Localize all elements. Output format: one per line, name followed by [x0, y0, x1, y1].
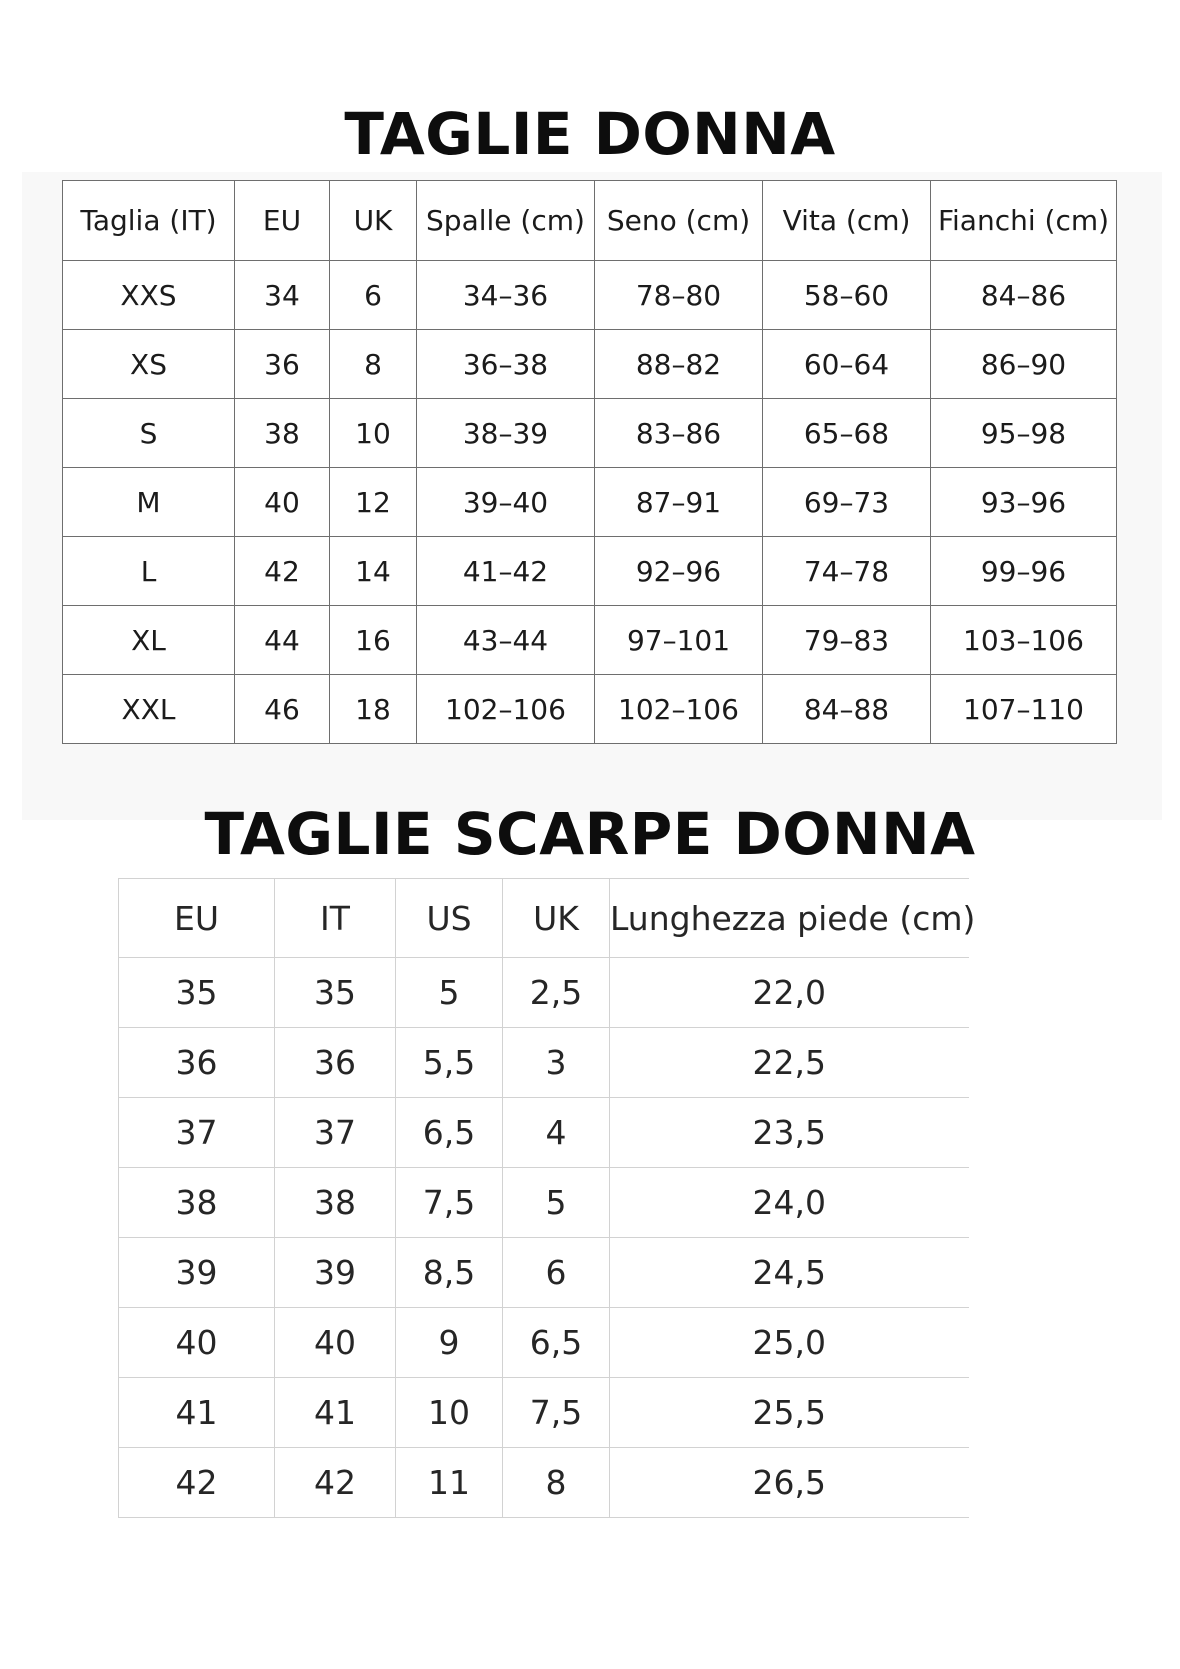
table-cell: 42 [275, 1448, 396, 1518]
shoe-size-table [118, 878, 976, 1518]
table-cell: 44 [235, 606, 330, 675]
table-cell: 79–83 [763, 606, 931, 675]
table-cell: 102–106 [595, 675, 763, 744]
table-cell: 22,5 [610, 1028, 969, 1098]
table-cell: 107–110 [931, 675, 1117, 744]
table-cell: 38–39 [417, 399, 595, 468]
table-row [119, 1238, 969, 1308]
table-cell: L [63, 537, 235, 606]
column-header: UK [503, 879, 610, 958]
table-cell: 5 [503, 1168, 610, 1238]
table-cell: 36 [235, 330, 330, 399]
table-cell: 2,5 [503, 958, 610, 1028]
table-cell: 8 [330, 330, 417, 399]
table-cell: 65–68 [763, 399, 931, 468]
table-cell: XXL [63, 675, 235, 744]
table-cell: XS [63, 330, 235, 399]
table-cell: 42 [119, 1448, 275, 1518]
table-cell: 10 [396, 1378, 503, 1448]
table-cell: 38 [119, 1168, 275, 1238]
column-header: Seno (cm) [595, 181, 763, 261]
table-row [63, 261, 1117, 330]
table-header-row [63, 181, 1117, 261]
table-cell: 95–98 [931, 399, 1117, 468]
table-row [63, 468, 1117, 537]
table-cell: 36 [275, 1028, 396, 1098]
table-cell: 6 [330, 261, 417, 330]
column-header: Taglia (IT) [63, 181, 235, 261]
table-row [119, 1098, 969, 1168]
table-cell: 6,5 [396, 1098, 503, 1168]
column-header: Spalle (cm) [417, 181, 595, 261]
table-cell: 35 [275, 958, 396, 1028]
table-cell: 37 [275, 1098, 396, 1168]
table-cell: 23,5 [610, 1098, 969, 1168]
table-cell: 25,5 [610, 1378, 969, 1448]
table-cell: 8 [503, 1448, 610, 1518]
table-row [119, 1308, 969, 1378]
table-cell: 8,5 [396, 1238, 503, 1308]
table-cell: 6 [503, 1238, 610, 1308]
table-cell: 4 [503, 1098, 610, 1168]
table-cell: 5 [396, 958, 503, 1028]
table-cell: 7,5 [503, 1378, 610, 1448]
table-cell: 46 [235, 675, 330, 744]
table-cell: 87–91 [595, 468, 763, 537]
table-cell: 12 [330, 468, 417, 537]
column-header: EU [235, 181, 330, 261]
table-cell: 37 [119, 1098, 275, 1168]
table-row [63, 675, 1117, 744]
table-cell: 36 [119, 1028, 275, 1098]
table-cell: 58–60 [763, 261, 931, 330]
table-cell: 11 [396, 1448, 503, 1518]
table-cell: 25,0 [610, 1308, 969, 1378]
column-header: US [396, 879, 503, 958]
table-cell: 88–82 [595, 330, 763, 399]
table-header-row [119, 879, 969, 958]
table-cell: 24,0 [610, 1168, 969, 1238]
table-cell: 78–80 [595, 261, 763, 330]
table-cell: 16 [330, 606, 417, 675]
table-cell: 41 [275, 1378, 396, 1448]
table-cell: 69–73 [763, 468, 931, 537]
table-cell: 18 [330, 675, 417, 744]
table-cell: 24,5 [610, 1238, 969, 1308]
table-cell: 38 [235, 399, 330, 468]
table-row [63, 606, 1117, 675]
table-cell: 74–78 [763, 537, 931, 606]
table-cell: 84–86 [931, 261, 1117, 330]
table-cell: 39 [119, 1238, 275, 1308]
column-header: EU [119, 879, 275, 958]
table-cell: 41 [119, 1378, 275, 1448]
table-cell: 7,5 [396, 1168, 503, 1238]
table-row [63, 330, 1117, 399]
column-header: Fianchi (cm) [931, 181, 1117, 261]
table-cell: 10 [330, 399, 417, 468]
column-header: Lunghezza piede (cm) [610, 879, 969, 958]
table-row [119, 958, 969, 1028]
women-size-table [62, 180, 1117, 744]
table-cell: 40 [275, 1308, 396, 1378]
table-cell: 5,5 [396, 1028, 503, 1098]
table-cell: XXS [63, 261, 235, 330]
table-row [119, 1168, 969, 1238]
table-cell: 92–96 [595, 537, 763, 606]
table-cell: 41–42 [417, 537, 595, 606]
shoe-size-title: TAGLIE SCARPE DONNA [204, 800, 976, 868]
table-cell: 34 [235, 261, 330, 330]
table-row [63, 399, 1117, 468]
table-cell: 40 [235, 468, 330, 537]
table-cell: 6,5 [503, 1308, 610, 1378]
table-row [119, 1378, 969, 1448]
table-cell: XL [63, 606, 235, 675]
table-cell: 102–106 [417, 675, 595, 744]
table-cell: M [63, 468, 235, 537]
table-cell: 39 [275, 1238, 396, 1308]
table-cell: 40 [119, 1308, 275, 1378]
table-cell: 26,5 [610, 1448, 969, 1518]
table-cell: 34–36 [417, 261, 595, 330]
table-cell: 83–86 [595, 399, 763, 468]
table-cell: 14 [330, 537, 417, 606]
table-cell: 60–64 [763, 330, 931, 399]
table-cell: 38 [275, 1168, 396, 1238]
table-cell: 93–96 [931, 468, 1117, 537]
table-cell: 39–40 [417, 468, 595, 537]
women-size-title: TAGLIE DONNA [344, 100, 836, 168]
table-cell: 42 [235, 537, 330, 606]
table-cell: 43–44 [417, 606, 595, 675]
table-cell: 103–106 [931, 606, 1117, 675]
table-cell: 86–90 [931, 330, 1117, 399]
table-cell: 35 [119, 958, 275, 1028]
table-cell: 84–88 [763, 675, 931, 744]
table-cell: 36–38 [417, 330, 595, 399]
table-row [119, 1448, 969, 1518]
column-header: IT [275, 879, 396, 958]
table-cell: 99–96 [931, 537, 1117, 606]
table-cell: 97–101 [595, 606, 763, 675]
table-cell: S [63, 399, 235, 468]
table-cell: 3 [503, 1028, 610, 1098]
table-row [119, 1028, 969, 1098]
table-row [63, 537, 1117, 606]
table-cell: 22,0 [610, 958, 969, 1028]
column-header: Vita (cm) [763, 181, 931, 261]
column-header: UK [330, 181, 417, 261]
table-cell: 9 [396, 1308, 503, 1378]
